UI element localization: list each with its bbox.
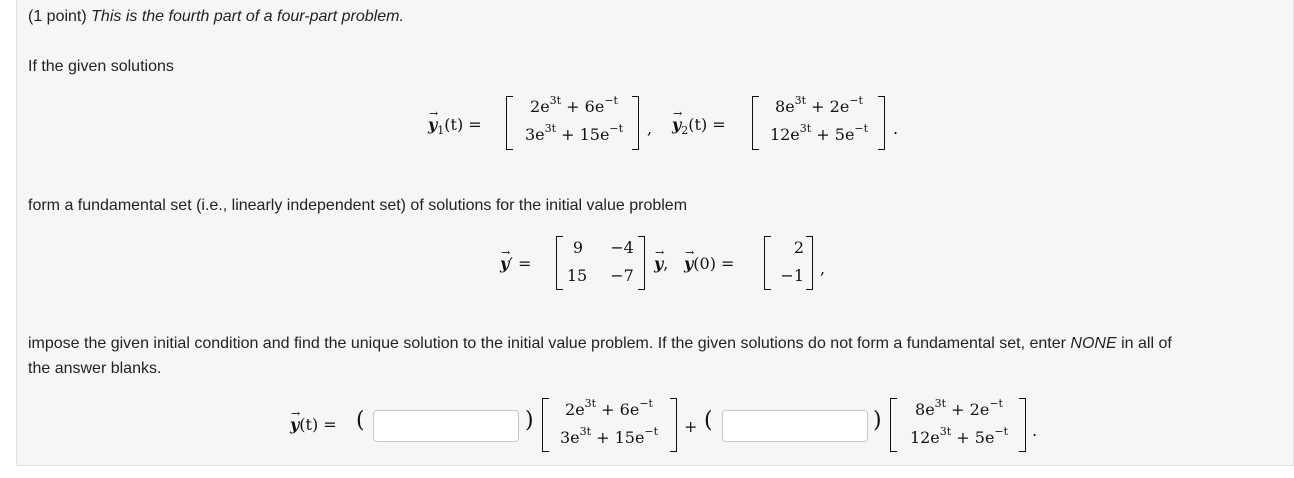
ans-y1-row1: $2e^{3t} + 6e^{-t}$ <box>565 397 653 419</box>
ivp-mid: → y, <box>654 253 668 275</box>
given-text: If the given solutions <box>28 58 174 75</box>
problem-panel <box>16 0 1294 466</box>
points-label: (1 point) <box>28 8 87 25</box>
ic-cell-2: −1 <box>780 266 804 285</box>
ans-y2-row2: $12e^{3t} + 5e^{-t}$ <box>909 425 1009 447</box>
coefficient-1-input[interactable] <box>373 410 519 442</box>
y1-label: → $y_1(t)$ = <box>428 114 482 142</box>
y1-bracket-right <box>632 96 639 150</box>
ans-y2-bracket-right <box>1019 398 1026 452</box>
ans-y1-bracket-right <box>670 398 677 452</box>
ans-y2-bracket-left <box>890 398 897 452</box>
ivp-comma: , <box>820 259 826 278</box>
y1-bracket-left <box>506 96 513 150</box>
ivp-lhs: → y′ = <box>500 253 531 275</box>
open-paren-2: ( <box>704 408 713 433</box>
intro-text: This is the fourth part of a four-part problem. <box>91 8 404 25</box>
close-paren-2: ) <box>873 408 882 433</box>
matrix-cell-12: −4 <box>610 238 634 257</box>
comma: , <box>647 119 653 138</box>
ans-y1-row2: $3e^{3t} + 15e^{-t}$ <box>559 425 659 447</box>
matrix-cell-22: −7 <box>610 266 634 285</box>
impose-text: impose the given initial condition and find the unique solution to the initial value problem. If the given solutions do not form a fundamental set, enter NONE in all of <box>28 335 1172 352</box>
y1-row1: $2e^{3t} + 6e^{-t}$ <box>530 94 618 116</box>
ic-cell-1: 2 <box>793 238 804 257</box>
ivp-ic: → y(0) = <box>684 253 734 275</box>
fundamental-text: form a fundamental set (i.e., linearly independent set) of solutions for the initial value problem <box>28 197 688 214</box>
plus-sign: + <box>684 417 698 436</box>
ans-y2-row1: $8e^{3t} + 2e^{-t}$ <box>915 397 1003 419</box>
matrix-cell-21: 15 <box>566 266 588 285</box>
y2-label: → $y_2(t)$ = <box>672 114 726 142</box>
impose-text-line2: the answer blanks. <box>28 360 162 377</box>
answer-lhs: → y(t) = <box>290 414 337 436</box>
matrix-cell-11: 9 <box>572 238 584 257</box>
close-paren-1: ) <box>525 408 534 433</box>
y1-row2: $3e^{3t} + 15e^{-t}$ <box>524 122 624 144</box>
y2-row2: $12e^{3t} + 5e^{-t}$ <box>769 122 869 144</box>
period: . <box>893 119 899 138</box>
y2-bracket-right <box>878 96 885 150</box>
ic-bracket-right <box>806 236 813 290</box>
open-paren-1: ( <box>356 408 365 433</box>
ic-bracket-left <box>764 236 771 290</box>
problem-header <box>28 7 404 27</box>
answer-period: . <box>1032 421 1038 440</box>
y2-row1: $8e^{3t} + 2e^{-t}$ <box>775 94 863 116</box>
coefficient-2-input[interactable] <box>722 410 868 442</box>
matrix-bracket-right <box>638 236 645 290</box>
